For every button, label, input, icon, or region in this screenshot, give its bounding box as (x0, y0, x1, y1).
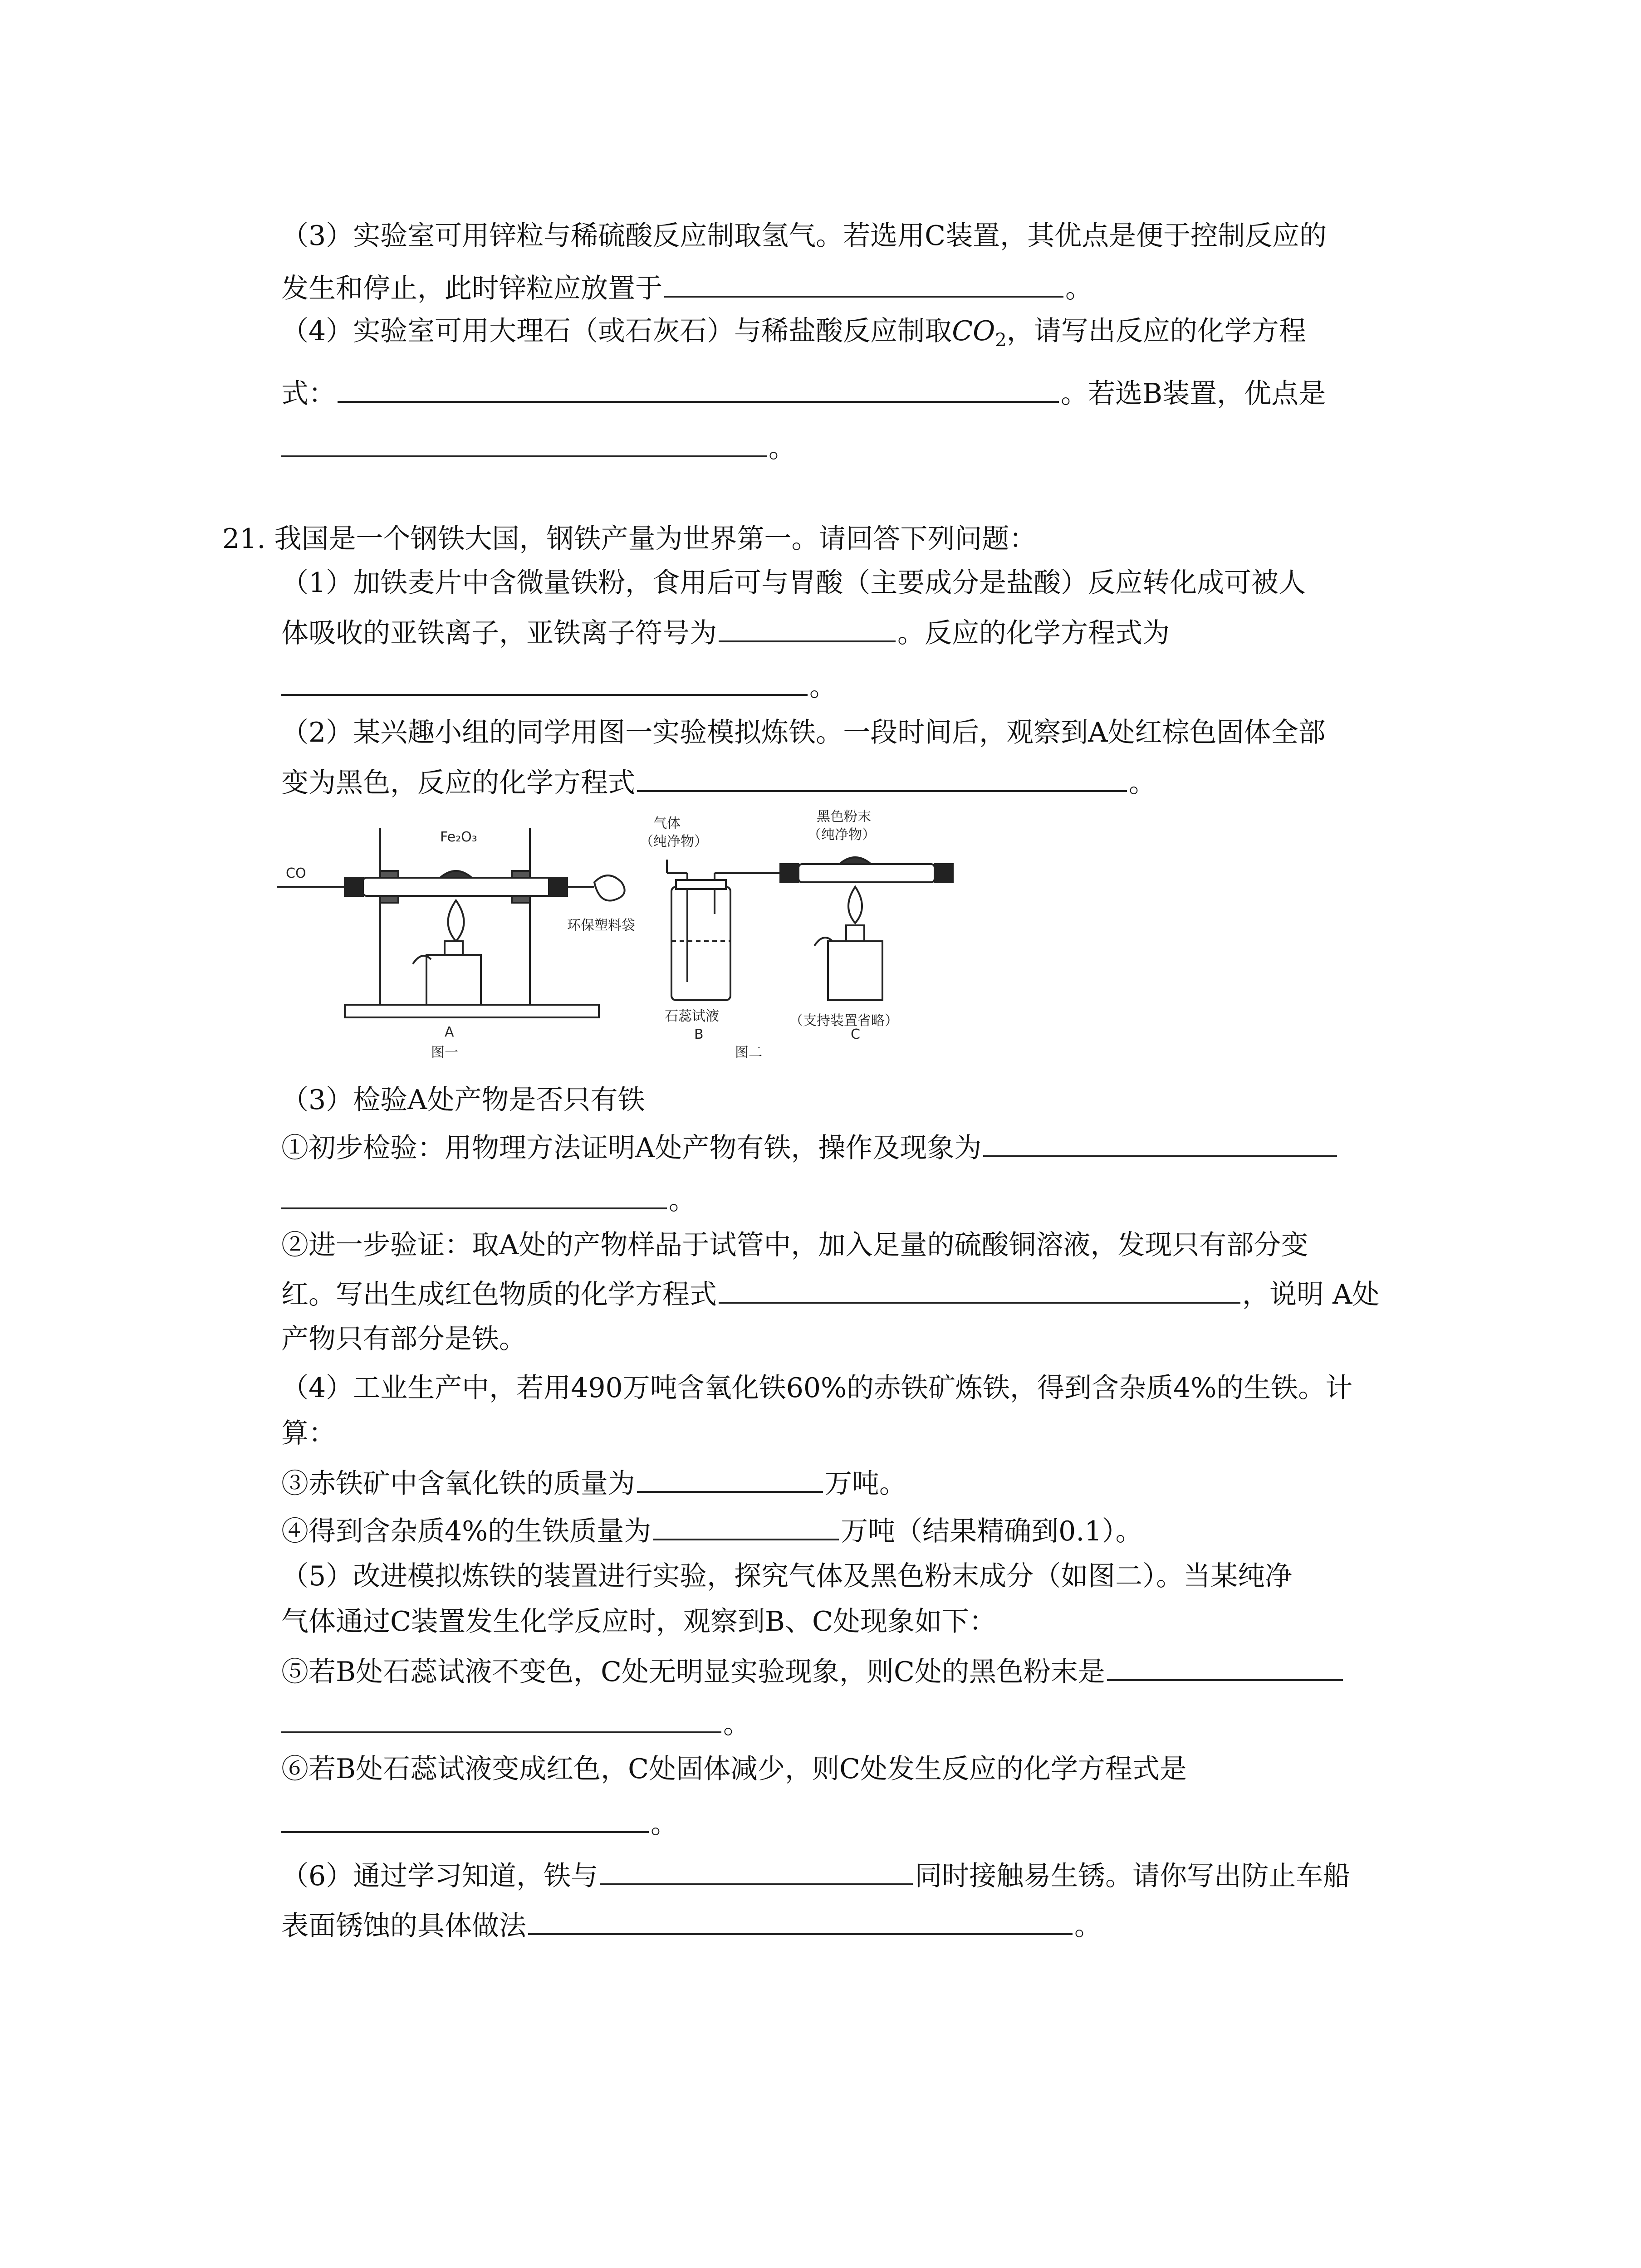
q21-p1-line3: 。 (281, 666, 837, 702)
label-b: B (694, 1026, 704, 1042)
answer-blank[interactable] (653, 1510, 839, 1540)
q20-p4-line1: （4）实验室可用大理石（或石灰石）与稀盐酸反应制取$CO_2$，请写出反应的化学方程 (281, 315, 1306, 351)
answer-blank[interactable] (281, 1703, 721, 1733)
q21-p3-line5: 产物只有部分是铁。 (281, 1323, 526, 1355)
q21-p3-line4: 红。写出生成红色物质的化学方程式 ，说明 A处 (281, 1274, 1379, 1310)
gas-label: 气体 (653, 816, 681, 831)
q21-p3-line3: ②进一步验证：取A处的产物样品于试管中，加入足量的硫酸铜溶液，发现只有部分变 (281, 1229, 1308, 1261)
answer-blank[interactable] (528, 1905, 1073, 1935)
answer-blank[interactable] (281, 427, 767, 457)
answer-blank[interactable] (600, 1855, 913, 1885)
q21-p1-line2: 体吸收的亚铁离子，亚铁离子符号为 。反应的化学方程式为 (281, 612, 1170, 649)
q21-p2-line2: 变为黑色，反应的化学方程式 。 (281, 762, 1156, 798)
support-label: （支持装置省略） (789, 1013, 898, 1029)
answer-blank[interactable] (719, 1274, 1240, 1304)
q21-p5-line4: 。 (281, 1703, 750, 1740)
fe2o3-label: Fe₂O₃ (440, 829, 477, 845)
answer-blank[interactable] (281, 666, 808, 696)
q21-p1-line1: （1）加铁麦片中含微量铁粉，食用后可与胃酸（主要成分是盐酸）反应转化成可被人 (281, 567, 1306, 599)
q21-p5-line2: 气体通过C装置发生化学反应时，观察到B、C处现象如下： (281, 1606, 996, 1637)
black-pure-label: （纯净物） (808, 827, 876, 843)
q21-p4-line4: ④得到含杂质4%的生铁质量为 万吨（结果精确到0.1）。 (281, 1510, 1143, 1547)
answer-blank[interactable] (719, 612, 896, 642)
q21-p4-line2: 算： (281, 1418, 336, 1449)
answer-blank[interactable] (664, 268, 1063, 298)
co-label: CO (286, 865, 306, 881)
black-powder-label: 黑色粉末 (817, 810, 871, 825)
litmus-label: 石蕊试液 (665, 1008, 719, 1024)
q21-p2-line1: （2）某兴趣小组的同学用图一实验模拟炼铁。一段时间后，观察到A处红棕色固体全部 (281, 717, 1326, 748)
q20-p3-line2: 发生和停止，此时锌粒应放置于 。 (281, 268, 1092, 304)
answer-blank[interactable] (637, 762, 1127, 792)
q21-p3-title: （3）检验A处产物是否只有铁 (281, 1084, 645, 1116)
answer-blank[interactable] (281, 1179, 667, 1209)
q21-p3-line2: 。 (281, 1179, 696, 1216)
q20-p4-line3: 。 (281, 427, 796, 464)
fig1-caption: 图一 (431, 1045, 458, 1061)
q21-p6-line1: （6）通过学习知道，铁与 同时接触易生锈。请你写出防止车船 (281, 1855, 1350, 1892)
q21-p3-line1: ①初步检验：用物理方法证明A处产物有铁，操作及现象为 (281, 1127, 1339, 1163)
q21-p6-line2: 表面锈蚀的具体做法 。 (281, 1905, 1102, 1941)
answer-blank[interactable] (637, 1463, 823, 1493)
fig2-caption: 图二 (735, 1045, 762, 1061)
gas-pure-label: （纯净物） (640, 834, 708, 850)
answer-blank[interactable] (983, 1127, 1337, 1157)
q21-p5-line6: 。 (281, 1803, 678, 1839)
bag-label: 环保塑料袋 (567, 918, 635, 934)
q21-p4-line3: ③赤铁矿中含氧化铁的质量为 万吨。 (281, 1463, 906, 1499)
apparatus-figure (277, 810, 966, 1064)
q21-p5-line1: （5）改进模拟炼铁的装置进行实验，探究气体及黑色粉末成分（如图二）。当某纯净 (281, 1560, 1293, 1592)
answer-blank[interactable] (1107, 1651, 1343, 1681)
q20-p3-line1: （3）实验室可用锌粒与稀硫酸反应制取氢气。若选用C装置，其优点是便于控制反应的 (281, 220, 1327, 252)
label-c: C (851, 1026, 860, 1042)
answer-blank[interactable] (338, 373, 1059, 403)
q21-p4-line1: （4）工业生产中，若用490万吨含氧化铁60%的赤铁矿炼铁，得到含杂质4%的生铁。计 (281, 1372, 1353, 1404)
q20-p4-line2: 式： 。若选B装置，优点是 (281, 373, 1326, 409)
q21-stem: 21. 我国是一个钢铁大国，钢铁产量为世界第一。请回答下列问题： (222, 523, 1037, 555)
q21-p5-line3: ⑤若B处石蕊试液不变色，C处无明显实验现象，则C处的黑色粉末是 (281, 1651, 1345, 1687)
label-a: A (445, 1024, 454, 1040)
answer-blank[interactable] (281, 1803, 649, 1833)
q21-p5-line5: ⑥若B处石蕊试液变成红色，C处固体减少，则C处发生反应的化学方程式是 (281, 1753, 1187, 1785)
